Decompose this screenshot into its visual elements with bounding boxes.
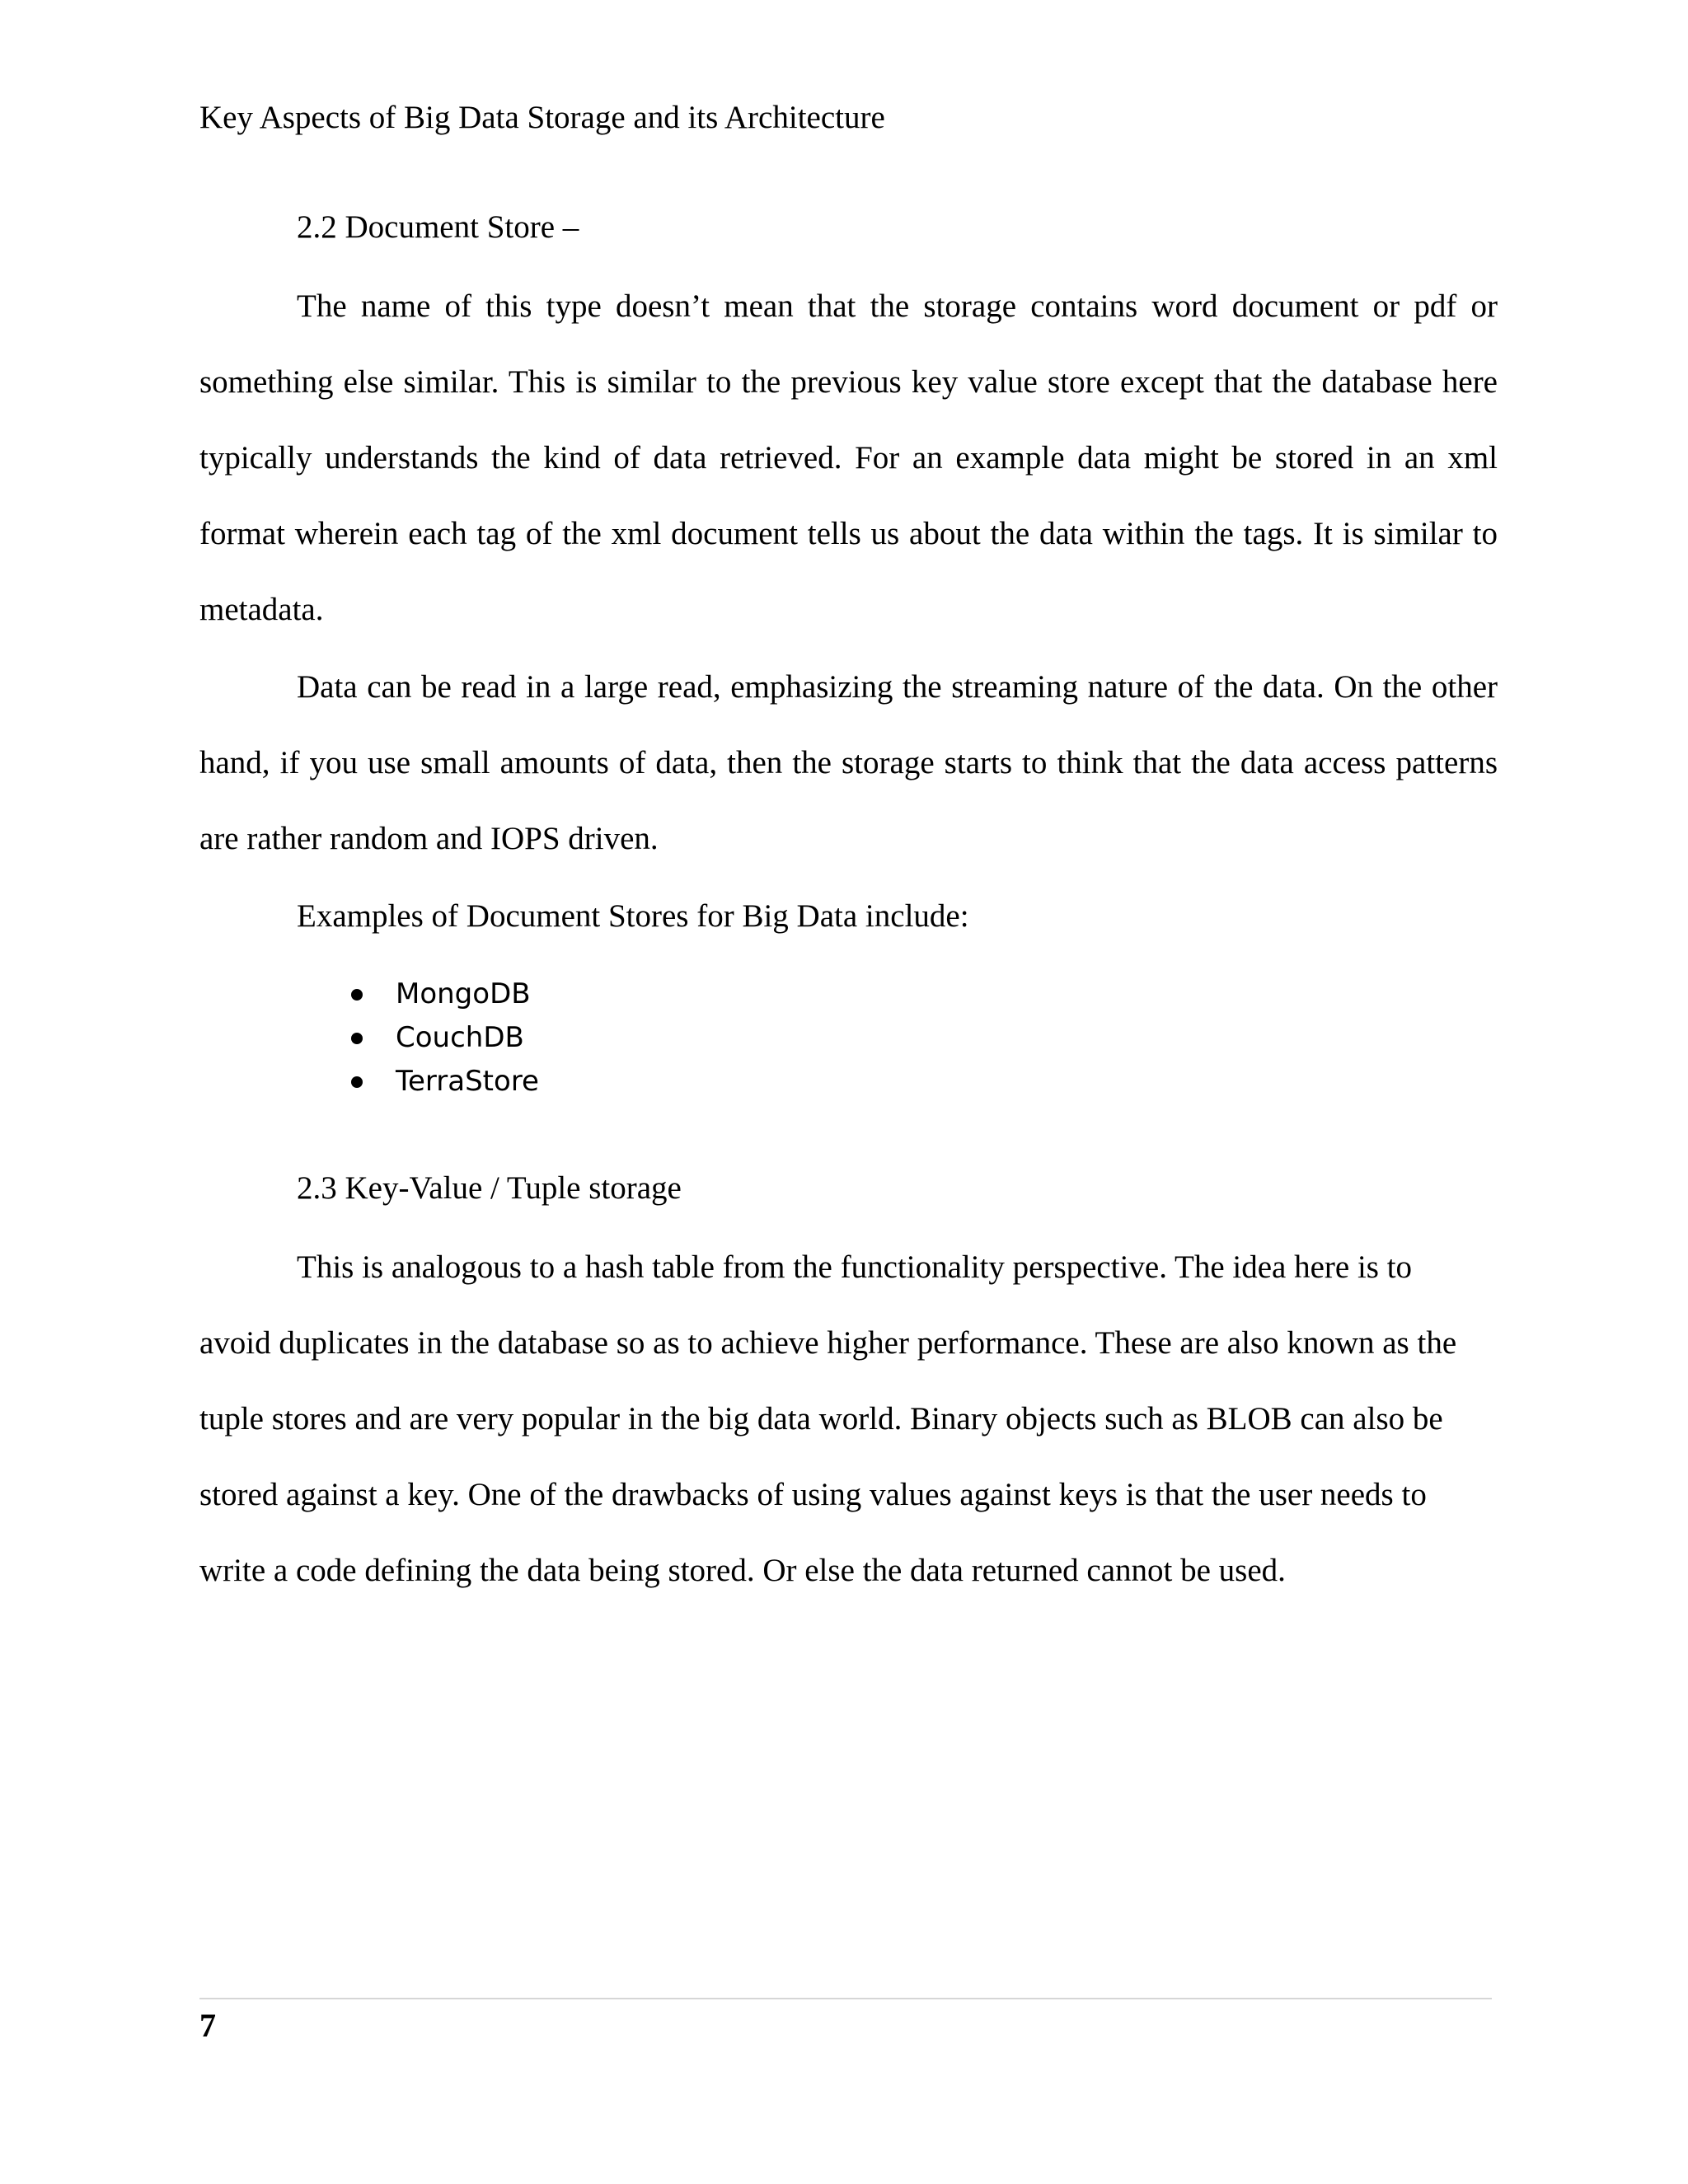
footer-divider	[199, 1998, 1492, 1999]
running-header: Key Aspects of Big Data Storage and its Architecture	[199, 100, 885, 135]
list-item-label: MongoDB	[396, 977, 531, 1010]
list-item-label: CouchDB	[396, 1021, 524, 1054]
section-heading-key-value: 2.3 Key-Value / Tuple storage	[297, 1170, 682, 1206]
list-item-label: TerraStore	[396, 1065, 539, 1098]
list-item	[346, 1016, 539, 1060]
paragraph-document-store-intro: The name of this type doesn’t mean that the storage contains word document or pdf or something else similar. This is similar to the previous key value store except that the database here typically understands the kind of data retrieved. For an example data might be stored in an xml format wherein each tag of the xml document tells us about the data within the tags. It is similar to metadata.	[199, 288, 1498, 627]
bullet-icon	[351, 1076, 363, 1088]
examples-list	[346, 972, 539, 1104]
paragraph-key-value: This is analogous to a hash table from the functionality perspective. The idea here is to avoid duplicates in the database so as to achieve higher performance. These are also known as the tuple stores and are very popular in the big data world. Binary objects such as BLOB can also be stored against a key. One of the drawbacks of using values against keys is that the user needs to write a code defining the data being stored. Or else the data returned cannot be used.	[199, 1249, 1457, 1588]
list-item	[346, 1060, 539, 1104]
bullet-icon	[351, 989, 363, 1001]
bullet-icon	[351, 1033, 363, 1044]
list-item	[346, 972, 539, 1016]
page-number: 7	[199, 2007, 216, 2044]
section-heading-document-store: 2.2 Document Store –	[297, 209, 579, 245]
paragraph-document-store-read: Data can be read in a large read, emphasizing the streaming nature of the data. On the other hand, if you use small amounts of data, then the storage starts to think that the data access patterns are rather random and IOPS driven.	[199, 669, 1498, 856]
paragraph-examples-intro: Examples of Document Stores for Big Data include:	[297, 898, 969, 934]
